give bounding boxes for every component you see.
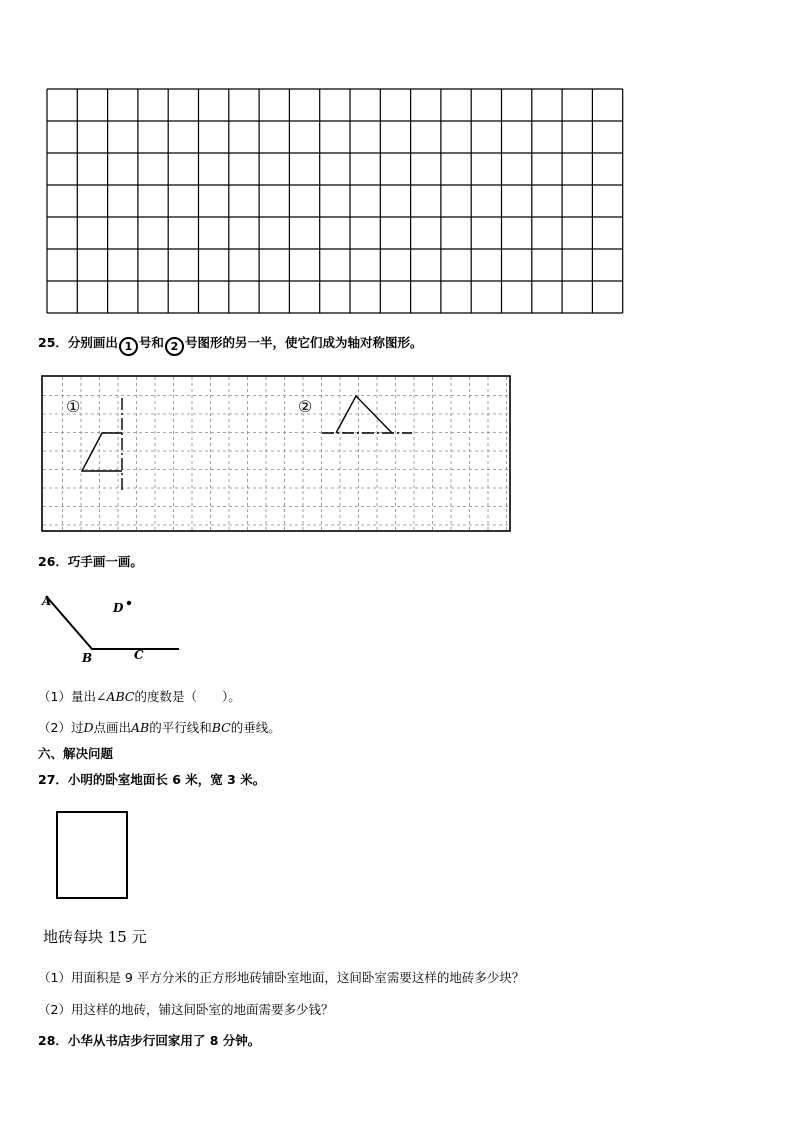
floor-tile-rectangle (56, 811, 128, 899)
line-symbol: AB (131, 720, 150, 735)
question-27 (38, 770, 265, 788)
question-number: 28． (38, 1033, 68, 1048)
question-25 (38, 333, 422, 356)
question-text: 分别画出 (67, 335, 118, 350)
question-26 (38, 552, 143, 570)
q27-sub-2: （2）用这样的地砖，铺这间卧室的地面需要多少钱？ (38, 1002, 334, 1017)
question-text: 小华从书店步行回家用了 8 分钟。 (67, 1033, 261, 1048)
question-28 (38, 1031, 260, 1049)
sub-question-text: （2）过 (38, 720, 84, 735)
sub-question-text: 的垂线。 (230, 720, 281, 735)
symmetry-figure-grid (40, 374, 512, 534)
sub-question-text: 的度数是（ ）。 (134, 689, 241, 704)
q26-sub-2 (38, 718, 281, 736)
sub-question-text: （1）量出 (38, 689, 96, 704)
tile-price-caption: 地砖每块 15 元 (43, 928, 147, 946)
question-text: 巧手画一画。 (67, 554, 143, 569)
figure-2-label: ② (298, 397, 313, 416)
question-number: 27． (38, 772, 68, 787)
question-text: 小明的卧室地面长 6 米，宽 3 米。 (67, 772, 266, 787)
figure-1-label: ① (66, 397, 81, 416)
answer-grid (46, 88, 624, 314)
angle-symbol: ∠ABC (95, 689, 135, 704)
q27-sub-1: （1）用面积是 9 平方分米的正方形地砖铺卧室地面，这间卧室需要这样的地砖多少块？ (38, 970, 525, 985)
point-a-label: A (42, 594, 52, 608)
figure-1-half-shape (82, 433, 122, 471)
circled-number-1: 1 (119, 337, 138, 356)
q26-sub-1 (38, 687, 241, 705)
question-text: 号和 (138, 335, 164, 350)
grid-border (42, 376, 510, 531)
point-b-label: B (82, 651, 93, 665)
question-number: 25． (38, 335, 68, 350)
point-symbol: D (83, 720, 94, 735)
circled-number-2: 2 (165, 337, 184, 356)
sub-question-text: 点画出 (93, 720, 131, 735)
sub-question-text: 的平行线和 (149, 720, 212, 735)
point-d-label: D (113, 601, 124, 615)
figure-2-half-shape (336, 396, 392, 433)
line-symbol: BC (211, 720, 231, 735)
question-number: 26． (38, 554, 68, 569)
section-title: 六、解决问题 (38, 746, 114, 761)
point-d-dot (127, 601, 131, 605)
angle-abc-figure (38, 588, 188, 668)
point-c-label: C (134, 648, 144, 662)
question-text: 号图形的另一半，使它们成为轴对称图形。 (184, 335, 423, 350)
